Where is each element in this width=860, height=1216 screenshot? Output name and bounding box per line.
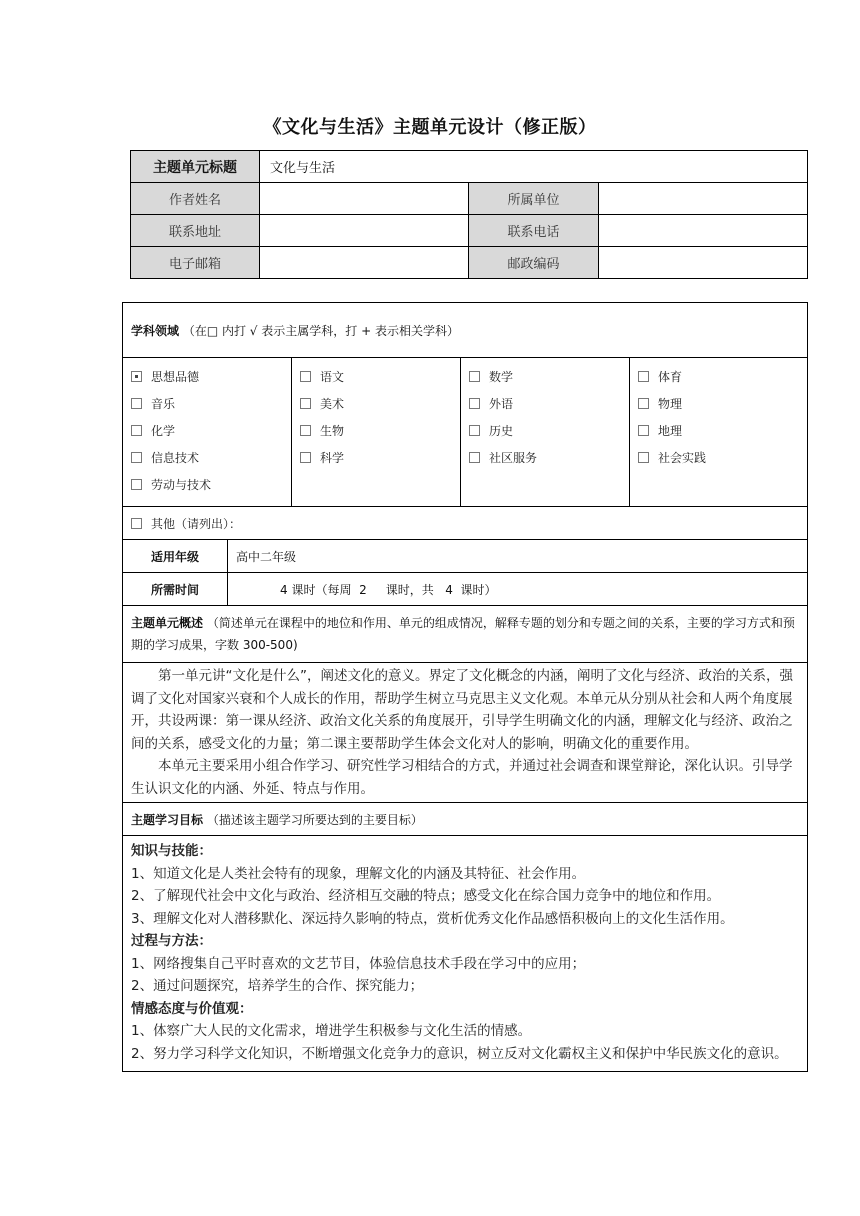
subject-option-label: 外语 — [489, 397, 514, 411]
subject-option[interactable] — [131, 421, 291, 448]
goal-item: 2、了解现代社会中文化与政治、经济相互交融的特点；感受文化在综合国力竞争中的地位和作用。 — [131, 888, 721, 904]
goal-heading-attitude: 情感态度与价值观： — [131, 1000, 253, 1017]
topic-value[interactable]: 文化与生活 — [260, 151, 808, 183]
checkbox-icon[interactable] — [300, 371, 311, 382]
subject-hint: （在□ 内打 √ 表示主属学科，打 + 表示相关学科） — [182, 323, 459, 338]
overview-paragraph-2: 本单元主要采用小组合作学习、研究性学习相结合的方式，并通过社会调查和课堂辩论，深化认识。引导学生认识文化的内涵、外延、特点与作用。 — [131, 758, 793, 797]
postcode-value[interactable] — [599, 247, 808, 279]
subject-option[interactable] — [469, 448, 629, 475]
subject-option-label: 劳动与技术 — [151, 478, 212, 492]
subject-option-label: 音乐 — [151, 397, 176, 411]
checkbox-icon[interactable] — [131, 425, 142, 436]
email-value[interactable] — [260, 247, 469, 279]
subject-option-label: 美术 — [320, 397, 345, 411]
subject-option-label: 物理 — [658, 397, 683, 411]
checkbox-marked-icon[interactable] — [131, 371, 142, 382]
topic-label: 主题单元标题 — [131, 151, 260, 183]
checkbox-icon[interactable] — [638, 371, 649, 382]
checkbox-icon[interactable] — [131, 479, 142, 490]
subject-option-label: 体育 — [658, 370, 683, 384]
subject-option[interactable] — [638, 367, 807, 394]
overview-body[interactable] — [123, 663, 808, 803]
subject-option[interactable] — [638, 421, 807, 448]
overview-paragraph-1: 第一单元讲“文化是什么”，阐述文化的意义。界定了文化概念的内涵，阐明了文化与经济、政治的关系，强调了文化对国家兴衰和个人成长的作用，帮助学生树立马克思主义文化观。本单元从分别从社会和人两个角度展开，共设两课：第一课从经济、政治文化关系的角度展开，引导学生明确文化的内涵，理解文化与经济、政治之间的关系，感受文化的力量；第二课主要帮助学生体会文化对人的影响，明确文化的重要作用。 — [131, 668, 793, 752]
checkbox-icon[interactable] — [469, 452, 480, 463]
checkbox-icon[interactable] — [638, 452, 649, 463]
overview-hint: （简述单元在课程中的地位和作用、单元的组成情况，解释专题的划分和专题之间的关系，主要的学习方式和预期的学习成果，字数 300-500) — [131, 616, 795, 652]
author-value[interactable] — [260, 183, 469, 215]
subject-option-label: 思想品德 — [151, 370, 200, 384]
checkbox-icon[interactable] — [131, 518, 142, 529]
email-label: 电子邮箱 — [131, 247, 260, 279]
goal-item: 2、通过问题探究，培养学生的合作、探究能力； — [131, 978, 424, 994]
checkbox-icon[interactable] — [469, 425, 480, 436]
time-value[interactable]: 4 课时（每周 2 课时，共 4 课时） — [228, 573, 808, 606]
subject-option[interactable] — [469, 394, 629, 421]
subject-option-label: 历史 — [489, 424, 514, 438]
overview-header — [123, 606, 808, 663]
goal-item: 1、体察广大人民的文化需求，增进学生积极参与文化生活的情感。 — [131, 1023, 532, 1039]
checkbox-icon[interactable] — [300, 425, 311, 436]
subject-option-label: 信息技术 — [151, 451, 200, 465]
grade-label: 适用年级 — [123, 540, 228, 573]
goal-item: 1、知道文化是人类社会特有的现象，理解文化的内涵及其特征、社会作用。 — [131, 865, 586, 882]
checkbox-icon[interactable] — [300, 398, 311, 409]
goal-item: 2、努力学习科学文化知识，不断增强文化竞争力的意识，树立反对文化霸权主义和保护中华民族文化的意识。 — [131, 1045, 788, 1062]
goal-item: 1、网络搜集自己平时喜欢的文艺节目，体验信息技术手段在学习中的应用； — [131, 955, 586, 972]
other-subject-row[interactable] — [123, 507, 808, 540]
postcode-label: 邮政编码 — [469, 247, 599, 279]
time-label: 所需时间 — [123, 573, 228, 606]
subject-option[interactable] — [131, 394, 291, 421]
goal-item: 3、理解文化对人潜移默化、深远持久影响的特点，赏析优秀文化作品感悟积极向上的文化生活作用。 — [131, 910, 734, 927]
grade-value[interactable]: 高中二年级 — [228, 540, 808, 573]
subject-option-label: 化学 — [151, 424, 176, 438]
phone-value[interactable] — [599, 215, 808, 247]
checkbox-icon[interactable] — [131, 398, 142, 409]
goals-header — [123, 803, 808, 836]
checkbox-icon[interactable] — [638, 398, 649, 409]
phone-label: 联系电话 — [469, 215, 599, 247]
unit-label: 所属单位 — [469, 183, 599, 215]
subject-option-label: 数学 — [489, 370, 514, 384]
subject-option-label: 生物 — [320, 424, 345, 438]
subject-option[interactable] — [300, 421, 460, 448]
checkbox-icon[interactable] — [300, 452, 311, 463]
subject-header — [123, 303, 808, 358]
overview-label: 主题单元概述 — [131, 616, 204, 630]
address-label: 联系地址 — [131, 215, 260, 247]
subject-option[interactable] — [131, 448, 291, 475]
subject-option[interactable] — [638, 448, 807, 475]
goals-label: 主题学习目标 — [131, 812, 204, 827]
address-value[interactable] — [260, 215, 469, 247]
subject-option[interactable] — [131, 367, 291, 394]
page-title: 《文化与生活》主题单元设计（修正版） — [263, 117, 597, 138]
goal-heading-process: 过程与方法： — [131, 933, 212, 949]
subject-option[interactable] — [300, 394, 460, 421]
subject-option[interactable] — [300, 367, 460, 394]
subject-option-label: 科学 — [320, 451, 345, 465]
subject-column-2 — [292, 358, 461, 507]
author-label: 作者姓名 — [131, 183, 260, 215]
unit-value[interactable] — [599, 183, 808, 215]
checkbox-icon[interactable] — [638, 425, 649, 436]
subject-option-label: 语文 — [320, 370, 345, 384]
subject-option[interactable] — [469, 421, 629, 448]
info-table — [130, 150, 808, 279]
subject-option-label: 社区服务 — [489, 451, 538, 465]
goals-body[interactable] — [123, 836, 808, 1072]
subject-option[interactable] — [638, 394, 807, 421]
subject-option[interactable] — [131, 475, 291, 502]
subject-column-3 — [461, 358, 630, 507]
subject-option-label: 社会实践 — [658, 451, 707, 465]
subject-option[interactable] — [469, 367, 629, 394]
subject-column-4 — [630, 358, 808, 507]
subject-label: 学科领域 — [131, 323, 180, 338]
goals-hint: （描述该主题学习所要达到的主要目标） — [206, 812, 423, 827]
checkbox-icon[interactable] — [131, 452, 142, 463]
goal-heading-knowledge: 知识与技能： — [131, 843, 212, 859]
subject-option-label: 地理 — [658, 424, 683, 438]
main-table — [122, 302, 808, 1072]
checkbox-icon[interactable] — [469, 371, 480, 382]
other-subject-label: 其他（请列出）： — [151, 516, 242, 531]
checkbox-icon[interactable] — [469, 398, 480, 409]
subject-column-1 — [123, 358, 292, 507]
subject-option[interactable] — [300, 448, 460, 475]
